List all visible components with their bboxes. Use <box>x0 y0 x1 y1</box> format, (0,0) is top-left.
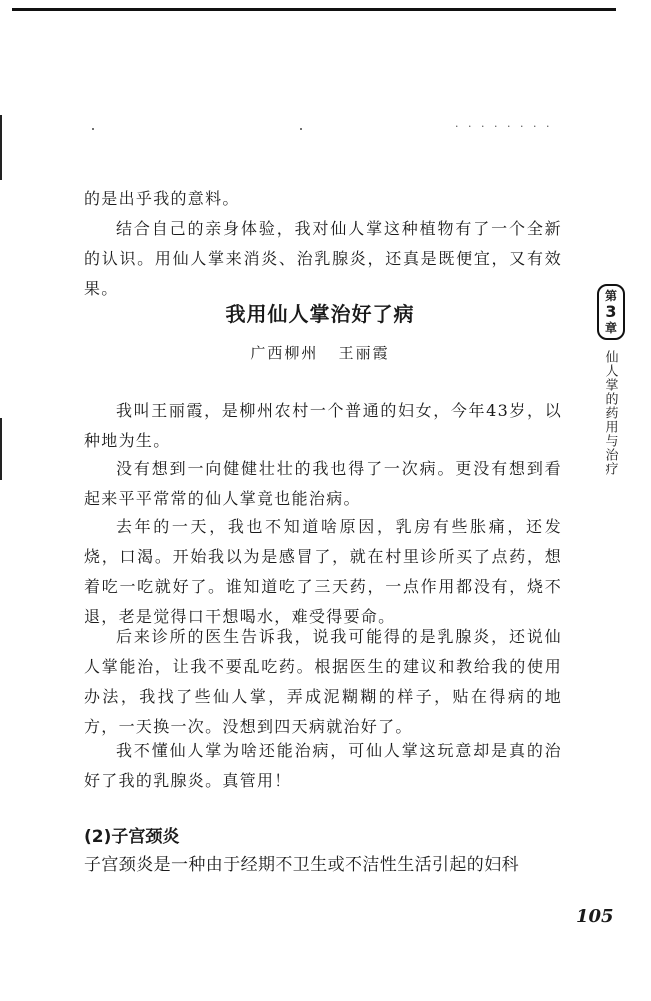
article-paragraph: 没有想到一向健健壮壮的我也得了一次病。更没有想到看起来平平常常的仙人掌竟也能治病。 <box>84 459 562 508</box>
page-number: 105 <box>576 906 614 927</box>
chapter-title: 仙人掌的药用与治疗 <box>602 350 618 476</box>
section-first-line: 子宫颈炎是一种由于经期不卫生或不洁性生活引起的妇科 <box>84 855 519 875</box>
carryover-text: 的是出乎我的意料。 <box>84 189 240 208</box>
chapter-tab <box>597 284 623 476</box>
section-heading: (2)子宫颈炎 <box>84 827 180 847</box>
article-byline: 广西柳州 王丽霞 <box>250 344 390 362</box>
chapter-label-bottom: 章 <box>604 321 617 335</box>
article-paragraph: 去年的一天，我也不知道啥原因，乳房有些胀痛，还发烧，口渴。开始我以为是感冒了，就在村里诊所买了点药，想着吃一吃就好了。谁知道吃了三天药，一点作用都没有，烧不退，老是觉得口干想喝水，难受得要命。 <box>84 517 562 626</box>
chapter-label-top: 第 <box>604 289 617 303</box>
chapter-badge <box>597 284 625 340</box>
chapter-number: 3 <box>605 302 617 321</box>
article-title: 我用仙人掌治好了病 <box>225 302 415 326</box>
scan-speck <box>300 128 302 130</box>
left-edge-mark <box>0 115 2 180</box>
scan-specks: · · · · · · · · <box>455 120 553 133</box>
left-edge-mark <box>0 418 2 480</box>
intro-paragraph: 结合自己的亲身体验，我对仙人掌这种植物有了一个全新的认识。用仙人掌来消炎、治乳腺炎，还真是既便宜，又有效果。 <box>84 219 562 298</box>
article-paragraph: 我不懂仙人掌为啥还能治病，可仙人掌这玩意却是真的治好了我的乳腺炎。真管用！ <box>84 741 562 790</box>
scan-speck <box>92 128 94 130</box>
article-paragraph: 我叫王丽霞，是柳州农村一个普通的妇女，今年43岁，以种地为生。 <box>84 401 562 450</box>
top-rule <box>12 8 616 11</box>
article-paragraph: 后来诊所的医生告诉我，说我可能得的是乳腺炎，还说仙人掌能治，让我不要乱吃药。根据医生的建议和教给我的使用办法，我找了些仙人掌，弄成泥糊糊的样子，贴在得病的地方，一天换一次。没想到四天病就治好了。 <box>84 627 562 736</box>
